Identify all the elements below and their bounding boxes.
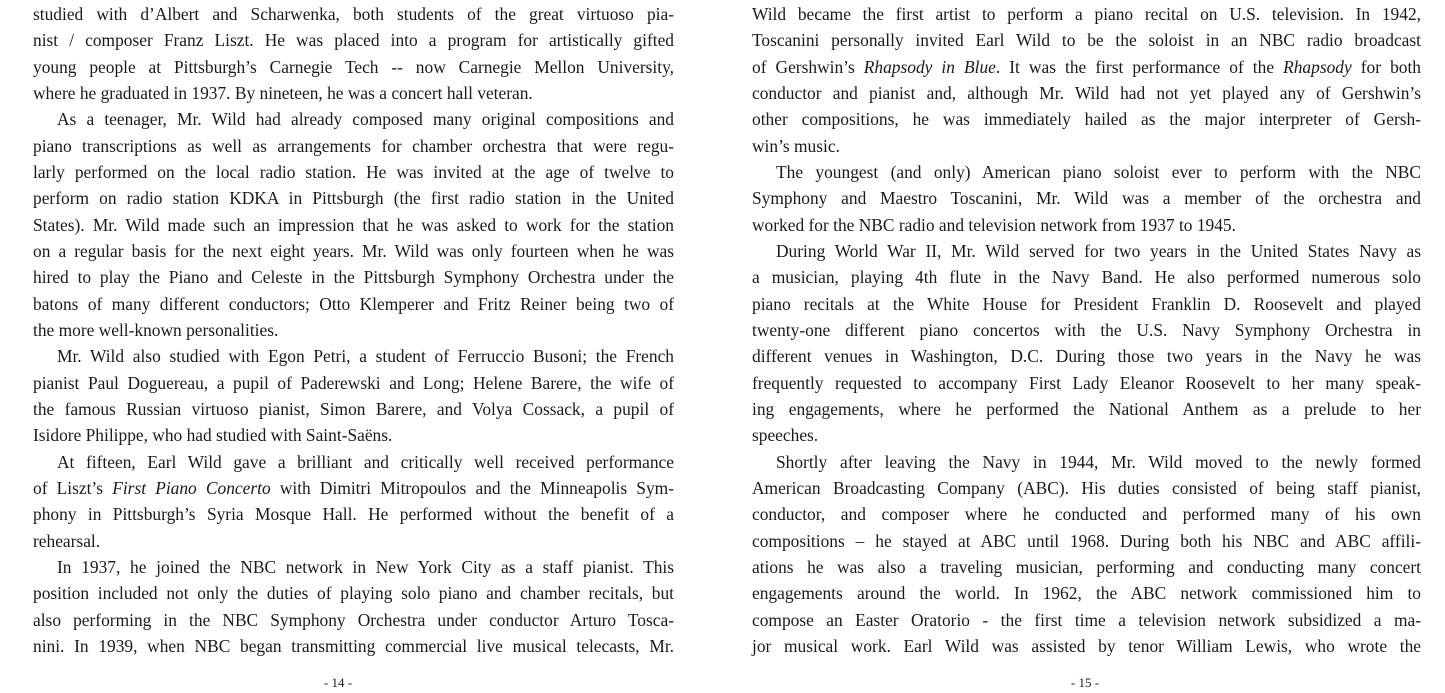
text-line: [752, 580, 1421, 606]
italic-title: Rhapsody: [1283, 56, 1352, 77]
text-run: conductor and pianist and, although Mr. Wild had not yet played any of Gershwin’s: [752, 82, 1421, 103]
text-run: nini. In 1939, when NBC began transmitting commercial live musical telecasts, Mr.: [33, 635, 674, 656]
text-line: [752, 370, 1421, 396]
text-run: piano transcriptions as well as arrangements for chamber orchestra that were regu-: [33, 135, 674, 156]
text-line: [776, 159, 1421, 185]
text-run: engagements around the world. In 1962, the ABC network commissioned him to: [752, 583, 1421, 604]
text-line: [752, 212, 1421, 238]
text-run: worked for the NBC radio and television network from 1937 to 1945.: [752, 214, 1236, 235]
text-line: [776, 238, 1421, 264]
text-line: [752, 396, 1421, 422]
text-line: [33, 212, 674, 238]
text-run: different venues in Washington, D.C. During those two years in the Navy he was: [752, 346, 1421, 367]
text-run: Mr. Wild also studied with Egon Petri, a student of Ferruccio Busoni; the French: [57, 346, 674, 367]
text-run: Isidore Philippe, who had studied with Saint-Saëns.: [33, 425, 393, 446]
italic-title: Rhapsody in Blue: [863, 56, 996, 77]
text-run: perform on radio station KDKA in Pittsburgh (the first radio station in the United: [33, 188, 674, 209]
text-line: [33, 475, 674, 501]
text-run: jor musical work. Earl Wild was assisted by tenor William Lewis, who wrote the: [752, 635, 1421, 656]
text-run: position included not only the duties of playing solo piano and chamber recitals, but: [33, 583, 674, 604]
italic-title: First Piano Concerto: [112, 477, 271, 498]
text-run: piano recitals at the White House for President Franklin D. Roosevelt and played: [752, 293, 1421, 314]
page-number: - 14 -: [323, 675, 353, 690]
text-line: [33, 264, 674, 290]
text-line: [752, 317, 1421, 343]
text-run: conductor, and composer where he conducted and performed many of his own: [752, 504, 1421, 525]
text-run: studied with d’Albert and Scharwenka, both students of the great virtuoso pia-: [33, 4, 674, 24]
text-line: [33, 133, 674, 159]
text-run: frequently requested to accompany First Lady Eleanor Roosevelt to her many speak-: [752, 372, 1421, 393]
text-line: [33, 580, 674, 606]
text-run: phony in Pittsburgh’s Syria Mosque Hall. He performed without the benefit of a: [33, 504, 674, 525]
text-run: During World War II, Mr. Wild served for two years in the United States Navy as: [776, 240, 1421, 261]
text-run: a musician, playing 4th flute in the Navy Band. He also performed numerous solo: [752, 267, 1421, 288]
text-line: [752, 80, 1421, 106]
text-line: [33, 27, 674, 53]
text-run: Toscanini personally invited Earl Wild to be the soloist in an NBC radio broadcast: [752, 30, 1421, 51]
text-line: [33, 238, 674, 264]
text-line: [752, 475, 1421, 501]
text-run: other compositions, he was immediately hailed as the major interpreter of Gersh-: [752, 109, 1421, 130]
text-run: twenty-one different piano concertos with the U.S. Navy Symphony Orchestra in: [752, 319, 1421, 340]
text-run: pianist Paul Doguereau, a pupil of Paderewski and Long; Helene Barere, the wife of: [33, 372, 674, 393]
text-line: [57, 449, 674, 475]
text-line: [33, 607, 674, 633]
text-run: win’s music.: [752, 135, 840, 156]
text-line: [33, 54, 674, 80]
text-run: Wild became the first artist to perform a piano recital on U.S. television. In 1942,: [752, 4, 1421, 24]
text-run: As a teenager, Mr. Wild had already composed many original compositions and: [57, 109, 674, 130]
text-run: on a regular basis for the next eight years. Mr. Wild was only fourteen when he was: [33, 240, 674, 261]
text-run: Symphony and Maestro Toscanini, Mr. Wild was a member of the orchestra and: [752, 188, 1421, 209]
text-run: hired to play the Piano and Celeste in the Pittsburgh Symphony Orchestra under the: [33, 267, 674, 288]
text-line: [33, 291, 674, 317]
page-number: - 15 -: [1070, 675, 1100, 690]
text-line: [752, 27, 1421, 53]
text-line: [33, 633, 674, 659]
text-line: [33, 317, 674, 343]
text-run: . It was the first performance of the: [995, 56, 1284, 77]
text-line: [33, 528, 674, 554]
text-line: [752, 607, 1421, 633]
text-run: where he graduated in 1937. By nineteen, he was a concert hall veteran.: [33, 82, 533, 103]
text-run: Shortly after leaving the Navy in 1944, Mr. Wild moved to the newly formed: [776, 451, 1421, 472]
text-line: [33, 396, 674, 422]
text-line: [752, 106, 1421, 132]
text-run: speeches.: [752, 425, 819, 446]
text-line: [33, 80, 674, 106]
text-line: [752, 185, 1421, 211]
text-run: At fifteen, Earl Wild gave a brilliant and critically well received performance: [57, 451, 674, 472]
text-line: [33, 501, 674, 527]
text-line: [33, 370, 674, 396]
text-run: batons of many different conductors; Otto Klemperer and Fritz Reiner being two of: [33, 293, 674, 314]
text-line: [776, 449, 1421, 475]
text-run: young people at Pittsburgh’s Carnegie Tech -- now Carnegie Mellon University,: [33, 56, 674, 77]
text-run: rehearsal.: [33, 530, 101, 551]
text-line: [33, 422, 674, 448]
text-run: the famous Russian virtuoso pianist, Simon Barere, and Volya Cossack, a pupil of: [33, 398, 674, 419]
text-run: States). Mr. Wild made such an impression that he was asked to work for the station: [33, 214, 674, 235]
text-run: for both: [1351, 56, 1421, 77]
text-run: In 1937, he joined the NBC network in New York City as a staff pianist. This: [57, 556, 674, 577]
text-run: ations he was also a traveling musician, performing and conducting many concert: [752, 556, 1421, 577]
text-line: [752, 422, 1421, 448]
text-line: [752, 1, 1421, 27]
text-line: [752, 291, 1421, 317]
text-line: [752, 133, 1421, 159]
text-run: American Broadcasting Company (ABC). His duties consisted of being staff pianist,: [752, 477, 1421, 498]
text-run: the more well-known personalities.: [33, 319, 279, 340]
text-run: compose an Easter Oratorio - the first time a television network subsidized a ma-: [752, 609, 1421, 630]
text-run: The youngest (and only) American piano soloist ever to perform with the NBC: [776, 161, 1421, 182]
text-line: [752, 54, 1421, 80]
text-run: of Liszt’s: [33, 477, 113, 498]
text-run: nist / composer Franz Liszt. He was placed into a program for artistically gifted: [33, 30, 674, 51]
text-run: also performing in the NBC Symphony Orchestra under conductor Arturo Tosca-: [33, 609, 674, 630]
text-run: with Dimitri Mitropoulos and the Minneapolis Sym-: [270, 477, 674, 498]
text-run: compositions – he stayed at ABC until 1968. During both his NBC and ABC affili-: [752, 530, 1421, 551]
text-line: [57, 343, 674, 369]
text-line: [33, 159, 674, 185]
text-run: larly performed on the local radio station. He was invited at the age of twelve to: [33, 161, 674, 182]
text-line: [752, 528, 1421, 554]
text-line: [752, 501, 1421, 527]
text-line: [752, 343, 1421, 369]
text-line: [752, 554, 1421, 580]
text-run: ing engagements, where he performed the National Anthem as a prelude to her: [752, 398, 1421, 419]
text-run: of Gershwin’s: [752, 56, 864, 77]
text-line: [33, 185, 674, 211]
text-line: [752, 633, 1421, 659]
text-line: [57, 106, 674, 132]
text-line: [33, 1, 674, 27]
text-line: [57, 554, 674, 580]
text-line: [752, 264, 1421, 290]
